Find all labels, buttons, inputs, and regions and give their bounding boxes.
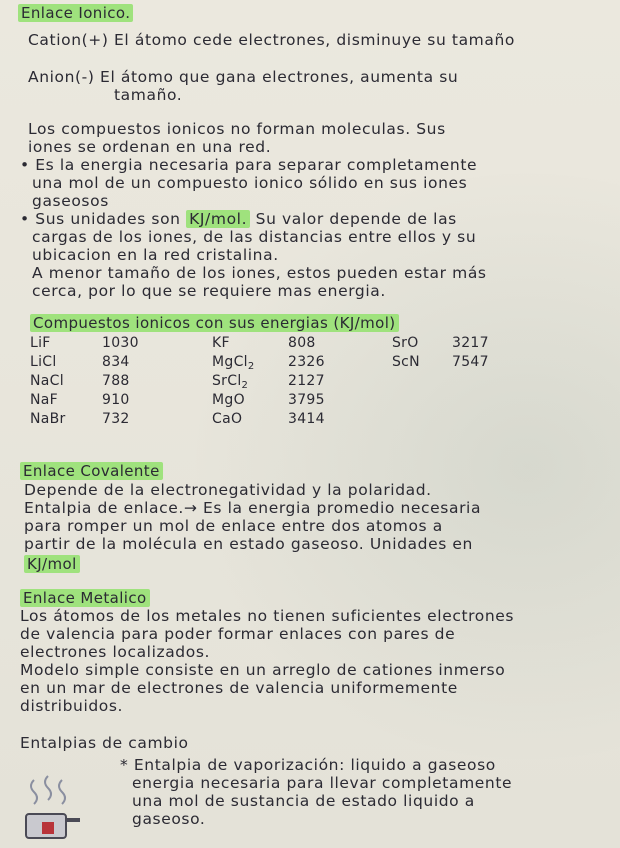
ionic-bullet-1-line-1: • Es la energia necesaria para separar completamente (20, 156, 478, 174)
cation-line: Cation(+) El átomo cede electrones, disminuye su tamaño (28, 31, 515, 49)
covalent-title (20, 462, 163, 480)
anion-line-1: Anion(-) El átomo que gana electrones, aumenta su (28, 68, 459, 86)
ionic-paragraph-2-line-2: cerca, por lo que se requiere mas energia. (32, 282, 386, 300)
metallic-line-1: Los átomos de los metales no tienen suficientes electrones (20, 607, 515, 625)
lattice-energy-value: 808 (288, 335, 316, 351)
metallic-line-4: Modelo simple consiste en un arreglo de cationes inmerso (20, 661, 506, 679)
ionic-bullet-2-line-1 (20, 210, 457, 228)
lattice-energy-value: 3414 (288, 411, 325, 427)
anion-line-2: tamaño. (114, 86, 183, 104)
covalent-title-highlight: Enlace Covalente (20, 462, 163, 480)
ionic-bullet-1-line-3: gaseosos (32, 192, 109, 210)
compound-name: NaCl (30, 373, 64, 389)
lattice-energy-value: 3217 (452, 335, 489, 351)
compound-name: LiCl (30, 354, 57, 370)
compound-name: MgO (212, 392, 245, 408)
ionic-paragraph-1-line-1: Los compuestos ionicos no forman moleculas. Sus (28, 120, 446, 138)
ionic-bullet-1-line-2: una mol de un compuesto ionico sólido en sus iones (32, 174, 468, 192)
compound-name: LiF (30, 335, 51, 351)
enthalpy-line-4: gaseoso. (132, 810, 206, 828)
lattice-energy-value: 788 (102, 373, 130, 389)
covalent-line-3: para romper un mol de enlace entre dos atomos a (24, 517, 443, 535)
table-title (30, 314, 399, 332)
lattice-energy-value: 2326 (288, 354, 325, 370)
covalent-unit-highlight: KJ/mol (24, 555, 80, 573)
steam-line-1 (31, 780, 37, 804)
steam-line-2 (45, 776, 51, 800)
compound-name: NaBr (30, 411, 66, 427)
ionic-title-highlight: Enlace Ionico. (18, 4, 133, 22)
metallic-line-2: de valencia para poder formar enlaces con pares de (20, 625, 456, 643)
lattice-energy-value: 732 (102, 411, 130, 427)
ionic-paragraph-1-line-2: iones se ordenan en una red. (28, 138, 272, 156)
metallic-title (20, 589, 150, 607)
ionic-bullet-2-line-3: ubicacion en la red cristalina. (32, 246, 279, 264)
ionic-title (18, 4, 133, 22)
pot-label (42, 822, 54, 834)
compound-name: SrCl$_2$ (212, 373, 249, 391)
units-prefix: • Sus unidades son (20, 210, 181, 228)
enthalpy-line-1: * Entalpia de vaporización: liquido a gaseoso (120, 756, 496, 774)
metallic-title-highlight: Enlace Metalico (20, 589, 150, 607)
compound-name: SrO (392, 335, 419, 351)
enthalpy-title: Entalpias de cambio (20, 734, 189, 752)
metallic-line-6: distribuidos. (20, 697, 124, 715)
lattice-energy-value: 910 (102, 392, 130, 408)
lattice-energy-value: 1030 (102, 335, 139, 351)
compound-name: NaF (30, 392, 59, 408)
compound-name: CaO (212, 411, 243, 427)
lattice-energy-value: 2127 (288, 373, 325, 389)
ionic-bullet-2-line-2: cargas de los iones, de las distancias entre ellos y su (32, 228, 477, 246)
units-suffix: Su valor depende de las (255, 210, 457, 228)
units-highlight: KJ/mol. (186, 210, 250, 228)
covalent-unit (24, 555, 80, 573)
lattice-energy-value: 7547 (452, 354, 489, 370)
table-title-highlight: Compuestos ionicos con sus energias (KJ/mol) (30, 314, 399, 332)
compound-name: MgCl$_2$ (212, 354, 255, 372)
pot-handle (66, 818, 80, 822)
enthalpy-line-2: energia necesaria para llevar completamente (132, 774, 513, 792)
enthalpy-line-3: una mol de sustancia de estado liquido a (132, 792, 475, 810)
covalent-line-2: Entalpia de enlace.→ Es la energia promedio necesaria (24, 499, 482, 517)
lattice-energy-value: 3795 (288, 392, 325, 408)
covalent-line-1: Depende de la electronegatividad y la polaridad. (24, 481, 432, 499)
compound-name: ScN (392, 354, 420, 370)
lattice-energy-value: 834 (102, 354, 130, 370)
boiling-pot-sketch (14, 766, 84, 846)
metallic-line-3: electrones localizados. (20, 643, 211, 661)
metallic-line-5: en un mar de electrones de valencia uniformemente (20, 679, 458, 697)
steam-line-3 (59, 780, 65, 804)
covalent-line-4: partir de la molécula en estado gaseoso. Unidades en (24, 535, 473, 553)
ionic-paragraph-2-line-1: A menor tamaño de los iones, estos pueden estar más (32, 264, 487, 282)
compound-name: KF (212, 335, 230, 351)
